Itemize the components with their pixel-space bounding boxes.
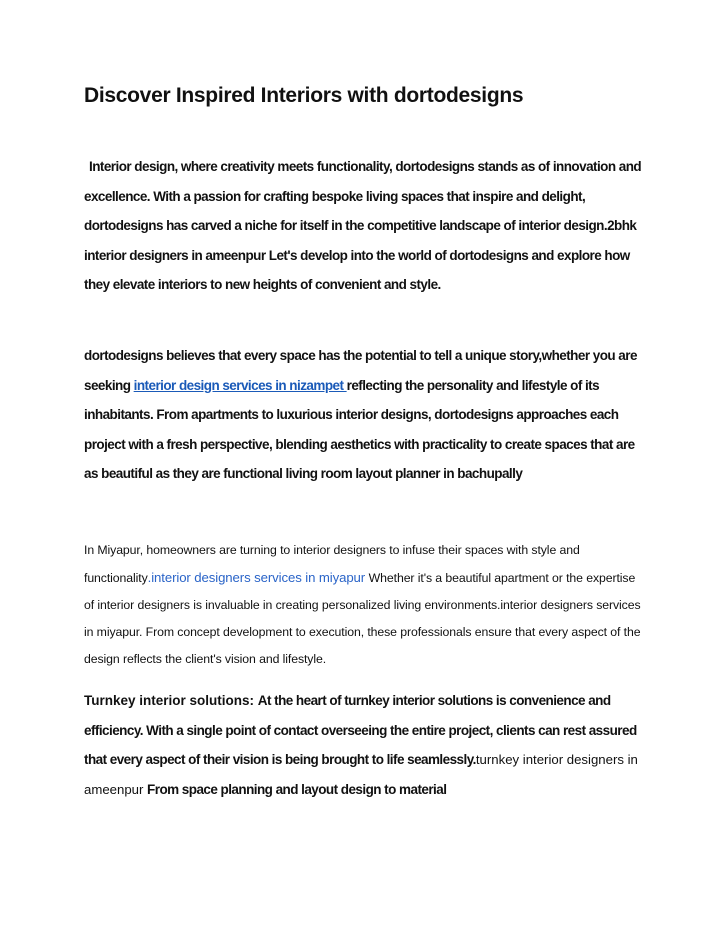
document-title: Discover Inspired Interiors with dortodesigns xyxy=(84,84,524,107)
paragraph-turnkey-text: At the heart of turnkey interior solutions is convenience and efficiency. With a single point of contact overseeing the entire project, clients can rest assured that every aspect of their vision is being brought to life seamlessly. xyxy=(84,693,637,767)
paragraph-miyapur xyxy=(84,537,644,673)
paragraph-story-text-start: dortodesigns believes that every space has the potential to tell a unique story,whether you are seeking xyxy=(84,348,637,393)
paragraph-turnkey xyxy=(84,686,644,804)
paragraph-story-text-end: reflecting the personality and lifestyle of its inhabitants. From apartments to luxurious interior designs, dortodesigns approaches each project with a fresh perspective, blending aesthetics with practicality to create spaces that are as beautiful as they are functional living room layout planner in bachupally xyxy=(84,377,635,481)
miyapur-link[interactable]: .interior designers services in miyapur xyxy=(147,570,369,585)
paragraph-story xyxy=(84,341,644,489)
paragraph-turnkey-text-end: From space planning and layout design to material xyxy=(147,781,447,797)
paragraph-miyapur-text-start: In Miyapur, homeowners are turning to interior designers to infuse their spaces with style and functionality xyxy=(84,543,580,585)
paragraph-turnkey-regular-text: turnkey interior designers in ameenpur xyxy=(84,752,638,797)
paragraph-miyapur-text-end: Whether it's a beautiful apartment or the expertise of interior designers is invaluable in creating personalized living environments.interior designers services in miyapur. From concept development to execution, these professionals ensure that every aspect of the design reflects the client's vision and lifestyle. xyxy=(84,571,641,666)
turnkey-heading: Turnkey interior solutions: xyxy=(84,693,258,708)
paragraph-intro-text: Interior design, where creativity meets functionality, dortodesigns stands as of innovation and excellence. With a passion for crafting bespoke living spaces that inspire and delight, dortodesigns has carved a niche for itself in the competitive landscape of interior design.2bhk interior designers in ameenpur Let's develop into the world of dortodesigns and explore how they elevate interiors to new heights of convenient and style. xyxy=(84,159,642,292)
nizampet-link[interactable]: interior design services in nizampet xyxy=(133,377,347,393)
paragraph-intro xyxy=(84,152,644,300)
